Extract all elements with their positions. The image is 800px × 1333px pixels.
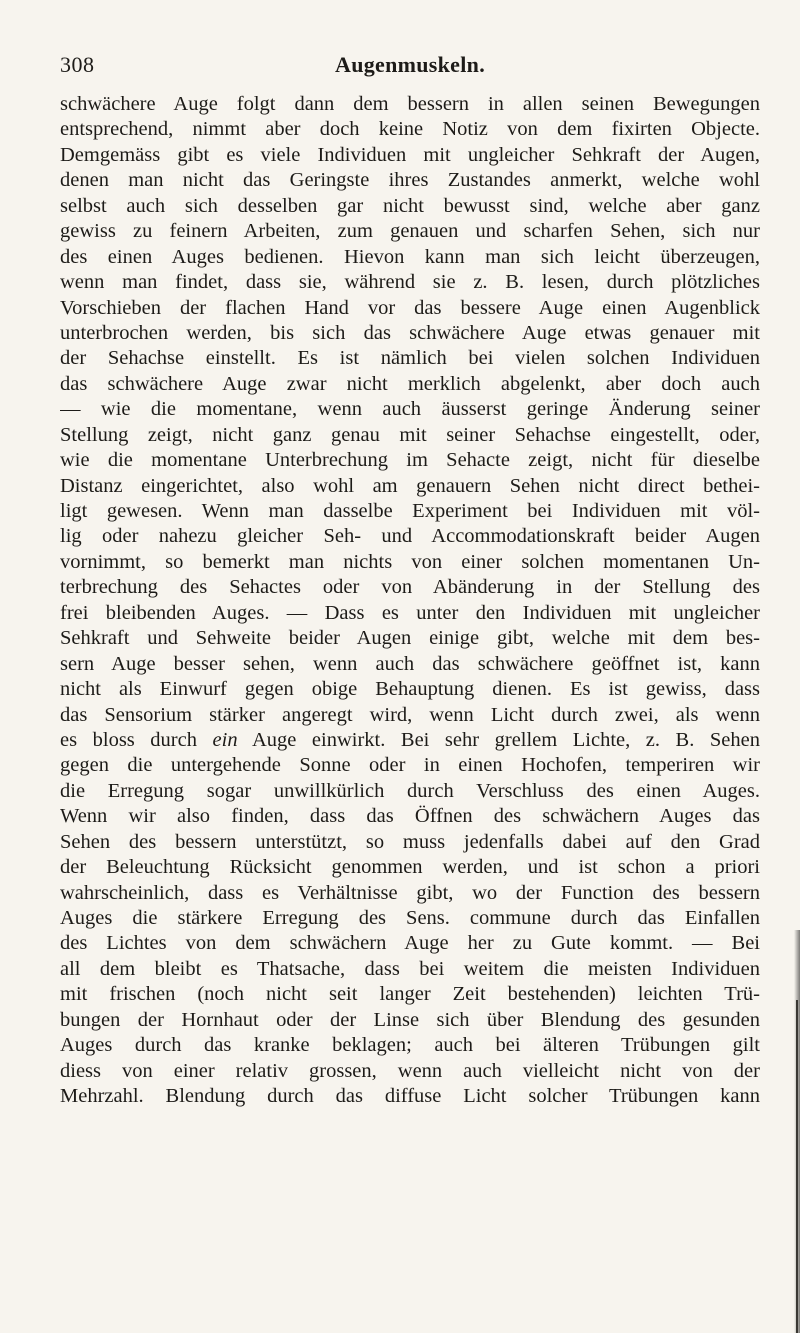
text-line: sern Auge besser sehen, wenn auch das schwächere geöffnet ist, kann — [60, 652, 760, 675]
text-line: wenn man findet, dass sie, während sie z. B. lesen, durch plötzliches — [60, 271, 760, 294]
text-line: Sehkraft und Sehweite beider Augen einige gibt, welche mit dem bes- — [60, 627, 760, 650]
text-line: gewiss zu feinern Arbeiten, zum genauen und scharfen Sehen, sich nur — [60, 220, 760, 243]
text-line: — wie die momentane, wenn auch äusserst geringe Änderung seiner — [60, 398, 760, 421]
text-line: Stellung zeigt, nicht ganz genau mit seiner Sehachse eingestellt, oder, — [60, 423, 760, 446]
text-line: diess von einer relativ grossen, wenn auch vielleicht nicht von der — [60, 1059, 760, 1082]
text-line: gegen die untergehende Sonne oder in einen Hochofen, temperiren wir — [60, 754, 760, 777]
running-title: Augenmuskeln. — [335, 52, 485, 77]
text-line: des einen Auges bedienen. Hievon kann man sich leicht überzeugen, — [60, 245, 760, 268]
text-line: wahrscheinlich, dass es Verhältnisse gibt, wo der Function des bessern — [60, 881, 760, 904]
text-line: Demgemäss gibt es viele Individuen mit ungleicher Sehkraft der Augen, — [60, 143, 760, 166]
text-line: das schwächere Auge zwar nicht merklich abgelenkt, aber doch auch — [60, 372, 760, 395]
text-line: der Sehachse einstellt. Es ist nämlich bei vielen solchen Individuen — [60, 347, 760, 370]
page-number: 308 — [60, 52, 95, 77]
text-line: vornimmt, so bemerkt man nichts von einer solchen momentanen Un- — [60, 550, 760, 573]
text-line: lig oder nahezu gleicher Seh- und Accommodationskraft beider Augen — [60, 525, 760, 548]
text-line: Distanz eingerichtet, also wohl am genauern Sehen nicht direct bethei- — [60, 474, 760, 497]
text-line: wie die momentane Unterbrechung im Sehacte zeigt, nicht für dieselbe — [60, 449, 760, 472]
text-line: Wenn wir also finden, dass das Öffnen des schwächern Auges das — [60, 805, 760, 828]
text-line: mit frischen (noch nicht seit langer Zeit bestehenden) leichten Trü- — [60, 983, 760, 1006]
text-line: Sehen des bessern unterstützt, so muss jedenfalls dabei auf den Grad — [60, 830, 760, 853]
text-line: schwächere Auge folgt dann dem bessern in allen seinen Bewegungen — [60, 93, 760, 115]
text-line: denen man nicht das Geringste ihres Zustandes anmerkt, welche wohl — [60, 169, 760, 192]
text-line: Auges durch das kranke beklagen; auch bei älteren Trübungen gilt — [60, 1034, 760, 1057]
text-line: des Lichtes von dem schwächern Auge her zu Gute kommt. — Bei — [60, 932, 760, 955]
text-line: frei bleibenden Auges. — Dass es unter den Individuen mit ungleicher — [60, 601, 760, 624]
text-line: Vorschieben der flachen Hand vor das bessere Auge einen Augenblick — [60, 296, 760, 319]
page-edge-line — [796, 1000, 798, 1333]
running-head — [60, 52, 760, 82]
text-line: Mehrzahl. Blendung durch das diffuse Licht solcher Trübungen kann — [60, 1085, 760, 1108]
body-text — [60, 92, 760, 1110]
emphasis: ein — [212, 728, 238, 751]
text-line: Auges die stärkere Erregung des Sens. commune durch das Einfallen — [60, 907, 760, 929]
text-line: entsprechend, nimmt aber doch keine Notiz von dem fixirten Objecte. — [60, 118, 760, 141]
text-line: die Erregung sogar unwillkürlich durch Verschluss des einen Auges. — [60, 779, 760, 802]
text-line: ligt gewesen. Wenn man dasselbe Experiment bei Individuen mit völ- — [60, 500, 760, 522]
text-line: der Beleuchtung Rücksicht genommen werden, und ist schon a priori — [60, 856, 760, 879]
text-line: bungen der Hornhaut oder der Linse sich über Blendung des gesunden — [60, 1008, 760, 1031]
text-line: terbrechung des Sehactes oder von Abänderung in der Stellung des — [60, 576, 760, 599]
text-line: nicht als Einwurf gegen obige Behauptung dienen. Es ist gewiss, dass — [60, 678, 760, 701]
text-line: es bloss durch ein Auge einwirkt. Bei sehr grellem Lichte, z. B. Sehen — [60, 728, 760, 751]
text-line: unterbrochen werden, bis sich das schwächere Auge etwas genauer mit — [60, 321, 760, 344]
text-line: das Sensorium stärker angeregt wird, wenn Licht durch zwei, als wenn — [60, 703, 760, 726]
text-line: all dem bleibt es Thatsache, dass bei weitem die meisten Individuen — [60, 957, 760, 980]
text-line: selbst auch sich desselben gar nicht bewusst sind, welche aber ganz — [60, 194, 760, 217]
